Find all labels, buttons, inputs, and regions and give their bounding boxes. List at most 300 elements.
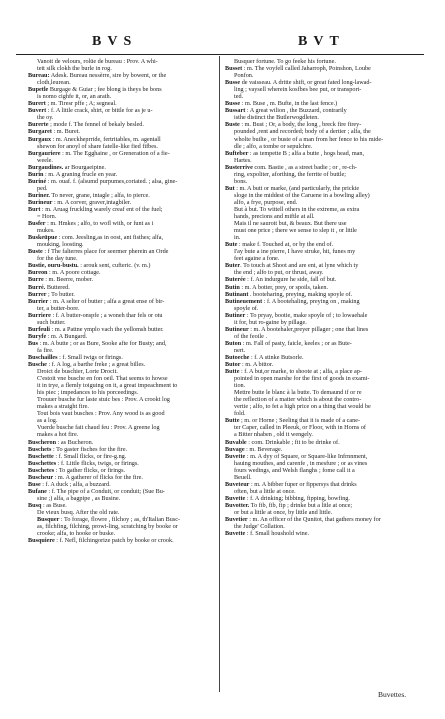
running-head-right: BVT <box>298 34 345 49</box>
entry-line <box>28 530 217 537</box>
headword: Butineur <box>225 325 249 333</box>
entry-line <box>28 269 217 276</box>
definition-text: : as tempette B ; alfa a butte , hogs head, man, <box>248 149 365 157</box>
entry-line <box>225 389 420 396</box>
entry-line <box>28 262 217 269</box>
definition-text: as a log. <box>37 417 58 425</box>
entry-line <box>28 192 217 199</box>
entry-line <box>28 234 217 241</box>
entry-line <box>225 185 420 192</box>
definition-text: : m. A Bungard. <box>46 332 88 340</box>
entry-line <box>225 269 420 276</box>
entry-line <box>225 213 420 220</box>
definition-text: : as Buse. <box>41 501 67 509</box>
definition-text: : f. A but,or marke, to shoote at ; alfa, a place ap- <box>239 368 362 376</box>
definition-text: : m. A dyy of Square, or Square-like Infrnnment, <box>245 452 368 460</box>
entry-line <box>28 143 217 150</box>
catchword: Buvettes. <box>378 690 407 699</box>
headword: Buriner. <box>28 191 50 199</box>
entry-line <box>225 276 420 283</box>
headword: Burineur <box>28 198 53 206</box>
definition-text: the reflection of a matter which is about the contro- <box>234 396 362 404</box>
definition-text: in. <box>234 234 241 242</box>
entry-line <box>225 523 420 530</box>
entry-line <box>225 192 420 199</box>
definition-text: de vaisseau. A dritte shift, or great fated long-lawad- <box>240 79 372 87</box>
headword: Buschailles <box>28 353 58 361</box>
entry-line <box>225 199 420 206</box>
definition-text: ; m. or Horne ; Seeling that it is made of a cane- <box>239 417 361 425</box>
entry-line <box>28 439 217 446</box>
entry-line <box>28 347 217 354</box>
definition-text: Vuerde busche fait chaud feu : Prov. A greene log <box>37 424 160 432</box>
entry-line <box>225 396 420 403</box>
definition-text: : make f. Touched at, or by the end of. <box>237 241 334 249</box>
definition-text: for the day tune. <box>37 255 78 263</box>
headword: Burert <box>28 100 46 108</box>
entry-line <box>28 523 217 530</box>
entry-line <box>225 100 420 107</box>
definition-text: I'ay bute a ine pierre, I have struke, hit, funes my <box>234 248 356 256</box>
headword: Bustie, ouru-bustu. <box>28 262 79 270</box>
entry-line <box>225 255 420 262</box>
entry-line <box>225 58 420 65</box>
definition-text: = Horn. <box>37 213 57 221</box>
headword: Busfer <box>28 220 46 228</box>
entry-line <box>225 375 420 382</box>
headword: Burrer <box>28 290 47 298</box>
definition-text: : f. A stinke Butsorle. <box>249 353 304 361</box>
definition-text: fa fire. <box>37 346 54 354</box>
definition-text: : m. An officer of the Qunitot, that gathers money for <box>247 516 381 524</box>
entry-line <box>28 312 217 319</box>
definition-text: a Bitter nhaben , old it wengely. <box>234 431 313 439</box>
headword: Burgaudines. <box>28 163 64 171</box>
headword: Burgaret <box>28 128 52 136</box>
entry-line <box>28 410 217 417</box>
definition-text: : m. A poore cottage. <box>47 269 101 277</box>
definition-text: : as Bucheron. <box>56 438 94 446</box>
entry-line <box>225 305 420 312</box>
headword: Buton <box>225 339 242 347</box>
entry-line <box>28 368 217 375</box>
definition-text: : f. A drinking; bibbing, fipping, bowfing. <box>245 494 350 502</box>
headword: Busq <box>28 501 42 509</box>
definition-text: : m. A butte ; or as Bure, Sooke afte for Busty; and, <box>37 339 167 347</box>
right-column <box>225 58 420 537</box>
definition-text: pounded ,rent and recorded; body of a dertier ; alfa, the <box>234 128 371 136</box>
definition-text: : f. Small houshold wine. <box>245 530 310 538</box>
running-head-left: BVS <box>92 34 138 49</box>
definition-text: ter Caper, called in Pleeuk, or Floor, with in Horns of <box>234 424 366 432</box>
entry-line <box>225 164 420 171</box>
definition-text: tion. <box>234 382 246 390</box>
definition-text: To never, grane, intagle ; alfa, to pierce. <box>49 191 150 199</box>
headword: Burgauriere <box>28 149 61 157</box>
definition-text: : m. a Pattne ymplo vach the yellomsh butter. <box>50 325 164 333</box>
entry-line <box>225 150 420 157</box>
definition-text: Busquer fortune. To go feeke his fortune. <box>234 58 336 65</box>
entry-line <box>28 319 217 326</box>
definition-text: tett silk clokh the burle in rog. <box>37 65 112 73</box>
definition-text: : m. Beverage. <box>244 445 283 453</box>
entry-line <box>28 86 217 93</box>
definition-text: : To forage, flowre , filchoy ; as, th'Italian Busc- <box>59 516 181 524</box>
entry-line <box>28 474 217 481</box>
definition-text: : m. Beerre, mober. <box>43 276 94 284</box>
entry-line <box>225 157 420 164</box>
definition-text: his piec ; impedances to his porceedings. <box>37 389 139 397</box>
entry-line <box>28 333 217 340</box>
definition-text: vertie ; alfo, to fet a high price on a thing that would be <box>234 403 371 411</box>
entry-line <box>225 481 420 488</box>
entry-line <box>225 298 420 305</box>
headword: Buvetier <box>225 516 248 524</box>
entry-line <box>28 509 217 516</box>
entry-line <box>28 467 217 474</box>
headword: Busterrive <box>225 163 253 171</box>
entry-line <box>28 488 217 495</box>
definition-text: : f. A duck ; alfa, a buzzard. <box>40 480 111 488</box>
entry-line <box>28 298 217 305</box>
entry-line <box>225 227 420 234</box>
headword: Butte <box>225 368 240 376</box>
definition-text: : To pryay, bootie, make spoyle of ; to lowaehale <box>245 311 368 319</box>
entry-line <box>28 65 217 72</box>
headword: Bupetle <box>28 86 49 94</box>
entry-line <box>225 107 420 114</box>
definition-text: the end ; alfo to put, or thrust, away. <box>234 269 324 277</box>
definition-text: often, but a little at once. <box>234 487 296 495</box>
entry-line <box>225 206 420 213</box>
definition-text: fold. <box>234 410 246 418</box>
headword: Buter <box>225 262 241 270</box>
definition-text: sloge in the middest of the Caruene in a bowling alley) <box>234 191 370 199</box>
headword: Busse <box>225 100 241 108</box>
entry-line <box>225 114 420 121</box>
headword: Buste <box>225 121 240 129</box>
entry-line <box>225 234 420 241</box>
entry-line <box>28 100 217 107</box>
headword: Buschets <box>28 445 52 453</box>
definition-text: But à but. To wittell others in the extreme, as extra <box>234 205 360 213</box>
definition-text: : f. Nefl, filchingorize patch by booke or crook. <box>54 537 174 545</box>
definition-text: it for, but ro-gaine by pillage. <box>234 318 307 326</box>
definition-text: : f. A bootehaling, preying on , making <box>262 297 360 305</box>
entry-line <box>28 157 217 164</box>
entry-line <box>28 199 217 206</box>
headword: Bussart <box>225 107 246 115</box>
entry-line <box>28 495 217 502</box>
entry-line <box>28 276 217 283</box>
headword: Buvette <box>225 452 246 460</box>
entry-line <box>28 446 217 453</box>
headword: Buriné <box>28 177 47 185</box>
definition-text: : m. A botter, prey, or spoils, taken. <box>239 283 328 291</box>
definition-text: . To touch at Shoot and are ent, at lyne which ty <box>240 262 359 270</box>
entry-line <box>28 502 217 509</box>
definition-text: such butter. <box>37 318 66 326</box>
definition-text: mukes. <box>37 227 55 235</box>
definition-text: ped. <box>37 184 48 192</box>
definition-text: : f. Little flicks, twigs, or firings. <box>56 459 139 467</box>
headword: Butinant <box>225 290 249 298</box>
entry-line <box>28 178 217 185</box>
entry-line <box>28 417 217 424</box>
definition-text: : m. A selter of butter ; alfa a great ense of bir- <box>48 297 165 305</box>
headword: Busse <box>225 79 241 87</box>
definition-text: : m. A bittor. <box>240 361 274 369</box>
entry-line <box>225 262 420 269</box>
definition-text: Trouuer busche fur laste stuic bes : Prov. A crookt log <box>37 396 170 404</box>
entry-line <box>225 340 420 347</box>
entry-line <box>28 396 217 403</box>
definition-text: ring, expoliter, aforthing, the ferrite of buttle; <box>234 170 346 178</box>
definition-text: ; To butter. <box>46 290 75 298</box>
entry-line <box>225 72 420 79</box>
definition-text: : f. A butter-onspfe ; a woneh thar fels or otu <box>50 311 163 319</box>
headword: Buse <box>28 480 41 488</box>
definition-text: Mettre butte le blanc à la butte. To demaund if or re <box>234 389 362 397</box>
definition-text: wholte builte , or buste of a man from her fence to his mide- <box>234 135 384 143</box>
definition-text: spoyle of. <box>234 304 259 312</box>
headword: Bufane <box>28 487 47 495</box>
entry-line <box>28 185 217 192</box>
entry-line <box>28 255 217 262</box>
entry-line <box>28 291 217 298</box>
entry-line <box>225 128 420 135</box>
definition-text: C'estoit vne busche en fon oeil. That seems to howse <box>37 375 168 383</box>
entry-line <box>28 361 217 368</box>
entry-line <box>28 241 217 248</box>
entry-line <box>225 530 420 537</box>
entry-line <box>28 213 217 220</box>
entry-line <box>28 382 217 389</box>
definition-text: mouking, loosting. <box>37 241 84 249</box>
entry-line <box>28 128 217 135</box>
headword: Busquer <box>37 516 60 524</box>
definition-text: : f. A little crack, shirt, or bittle for as je u- <box>46 107 153 115</box>
headword: Butin <box>225 283 240 291</box>
definition-text: : m. A bibber fuper or fippersys that drinks <box>249 480 357 488</box>
entry-line <box>28 79 217 86</box>
entry-line <box>28 481 217 488</box>
entry-line <box>225 248 420 255</box>
entry-line <box>225 467 420 474</box>
headword: Buvette <box>225 494 246 502</box>
definition-text: Vanoit de velours, rolüe de bureau : Prov. A whi- <box>37 58 158 65</box>
entry-line <box>28 375 217 382</box>
entry-line <box>28 164 217 171</box>
entry-line <box>225 495 420 502</box>
definition-text: makes a hot fire. <box>37 431 79 439</box>
entry-line <box>225 509 420 516</box>
entry-line <box>28 121 217 128</box>
definition-text: it in trye, a flemly toiguing on it, a great impeachment to <box>37 382 178 390</box>
headword: Buscheur <box>28 473 54 481</box>
definition-text: : f. An indurgure he side, fall of but. <box>245 276 337 284</box>
entry-line <box>28 150 217 157</box>
entry-line <box>225 171 420 178</box>
definition-text: Beuell. <box>234 473 252 481</box>
definition-text: : m. Buret. <box>51 128 80 136</box>
definition-text: : To gaster fisches for the fire. <box>51 445 128 453</box>
headword: Bureau: <box>28 72 50 80</box>
headword: Buvette <box>225 530 246 538</box>
header-rule <box>16 54 424 55</box>
definition-text: : m. Fall of pasty, faicle, keeles ; or as Bute- <box>241 339 352 347</box>
entry-line <box>225 439 420 446</box>
definition-text: : m. The Egghaine , or Greneration of a fie- <box>60 149 170 157</box>
headword: Busquiere <box>28 537 55 545</box>
headword: Buskeüpue <box>28 234 58 242</box>
entry-line <box>28 403 217 410</box>
headword: Butiner <box>225 311 246 319</box>
entry-line <box>225 382 420 389</box>
entry-line <box>28 206 217 213</box>
entry-line <box>225 178 420 185</box>
entry-line <box>225 65 420 72</box>
definition-text: : f. A log, a barthe freke ; a great billes. <box>46 361 146 369</box>
definition-text: cloth,leurean. <box>37 79 71 87</box>
definition-text: Droict de buschier, Lorte Drocit. <box>37 368 118 376</box>
definition-text: Ponfon. <box>234 72 254 80</box>
definition-text: : com. Drinkable ; fit to be drinke of. <box>246 438 340 446</box>
headword: Buveteur <box>225 480 250 488</box>
headword: Buschettes <box>28 459 57 467</box>
entry-line <box>28 305 217 312</box>
definition-text: pointed in open marshe for the first of goods in exami- <box>234 375 370 383</box>
headword: Burre <box>28 276 44 284</box>
definition-text: : m. A bootehaler,preyer pillager ; one that lines <box>248 325 369 333</box>
definition-text: : m. A corver, graver,intagbiler. <box>52 198 132 206</box>
entry-line <box>28 107 217 114</box>
entry-line <box>28 354 217 361</box>
entry-line <box>28 248 217 255</box>
definition-text: : m. ouaf. f. (alsumd purpumes,coriated. ; alsa, gine- <box>46 177 178 185</box>
definition-text: Adesk. Bureau nessèrre, sire by bowent, or the <box>49 72 167 80</box>
definition-text: hauing mouthes, and carenfe , in mesfure ; or as vines <box>234 459 368 467</box>
entry-line <box>28 136 217 143</box>
entry-line <box>225 361 420 368</box>
headword: Bureon <box>28 269 48 277</box>
entry-line <box>28 453 217 460</box>
entry-line <box>225 403 420 410</box>
headword: Butor <box>225 361 241 369</box>
definition-text: hands, precions and miftle at all. <box>234 213 315 221</box>
entry-line <box>28 389 217 396</box>
entry-line <box>225 460 420 467</box>
entry-line <box>28 340 217 347</box>
column-divider <box>219 56 220 692</box>
entry-line <box>28 114 217 121</box>
entry-line <box>28 431 217 438</box>
headword: Bute <box>225 241 238 249</box>
headword: Busset <box>225 65 243 73</box>
headword: Buschetes <box>28 466 55 474</box>
definition-text: makes a straight fire. <box>37 403 89 411</box>
headword: Buterée <box>225 276 246 284</box>
entry-line <box>28 326 217 333</box>
definition-text: shewon for anoyl of share fatelle-like fied fifbes. <box>37 142 158 150</box>
entry-line <box>225 446 420 453</box>
definition-text: is nomo cighfe it, or, an arath. <box>37 93 112 101</box>
definition-text: or but a little at once, by little and little. <box>234 509 333 516</box>
definition-text: : arouk sent, cufteric. (v. m.) <box>78 262 151 270</box>
definition-text: : A great wilion , the Buzzard, contrarily <box>245 107 347 115</box>
definition-text: : To gather flicks, or firings. <box>54 466 126 474</box>
definition-text: bons. <box>234 177 248 185</box>
definition-text: weele. <box>37 156 53 164</box>
definition-text: as, filchfing, filching, prowi-ling, scratching by booke or <box>37 523 178 531</box>
definition-text: Hartes. <box>234 156 252 164</box>
entry-line <box>225 284 420 291</box>
definition-text: of the feoile . <box>234 332 267 340</box>
entry-line <box>225 86 420 93</box>
headword: Buryfe <box>28 332 47 340</box>
definition-text: sine ;) alfa, a bagpipe , as Busine. <box>37 494 121 502</box>
headword: Butineuement <box>225 297 263 305</box>
entry-line <box>225 347 420 354</box>
headword: Bus <box>28 339 38 347</box>
definition-text: : m. A gatherer of flicks for the fire. <box>53 473 143 481</box>
entry-line <box>225 424 420 431</box>
definition-text: : m. Aneckheprride, fertritables, m. agentall <box>51 135 161 143</box>
entry-line <box>225 417 420 424</box>
headword: Busche <box>28 361 47 369</box>
entry-line <box>225 453 420 460</box>
entry-line <box>225 319 420 326</box>
entry-line <box>28 424 217 431</box>
headword: Buste <box>28 248 43 256</box>
headword: Buvert <box>28 107 47 115</box>
headword: But <box>225 184 235 192</box>
definition-text: dle ; alfo, a tombe or sepulchre. <box>234 142 313 150</box>
entry-line <box>28 58 217 65</box>
definition-text: isthe distinct the Butlerwogdleten. <box>234 114 319 122</box>
definition-text: : m. Bust ; Or, a body, the long , breck fire firey- <box>239 121 362 129</box>
headword: Burerte <box>28 121 49 129</box>
definition-text: Mais il ne sauroit but, & beaux. But there use <box>234 220 347 228</box>
headword: Butte <box>225 417 240 425</box>
entry-line <box>225 136 420 143</box>
headword: Burré. <box>28 283 46 291</box>
entry-line <box>225 241 420 248</box>
headword: Burfeuli <box>28 325 51 333</box>
headword: Burgaux <box>28 135 52 143</box>
entry-line <box>225 488 420 495</box>
headword: Bufteber <box>225 149 249 157</box>
entry-line <box>225 291 420 298</box>
definition-text: must one price ; there we sense to slep it , or little <box>234 227 357 235</box>
entry-line <box>225 474 420 481</box>
definition-text: : m. Hmkes ; alfo, to wofl with, or funt as i <box>45 220 154 228</box>
entry-line <box>28 171 217 178</box>
definition-text: : m. A butt or marke, (and particularly, the prickie <box>234 184 360 192</box>
entry-line <box>28 537 217 544</box>
headword: Buvable <box>225 438 247 446</box>
entry-line <box>28 516 217 523</box>
entry-line <box>225 121 420 128</box>
definition-text: : m. Buse , m. Bufte, in the last fence.) <box>240 100 338 108</box>
headword: Burin <box>28 170 44 178</box>
headword: Burriere <box>28 311 51 319</box>
definition-text: Buttered. <box>45 283 70 291</box>
entry-line <box>28 72 217 79</box>
definition-text: De vieux busq. After the old rate. <box>37 509 120 516</box>
entry-line <box>28 460 217 467</box>
definition-text: crooke; alfa, to hooke or buske. <box>37 530 116 538</box>
